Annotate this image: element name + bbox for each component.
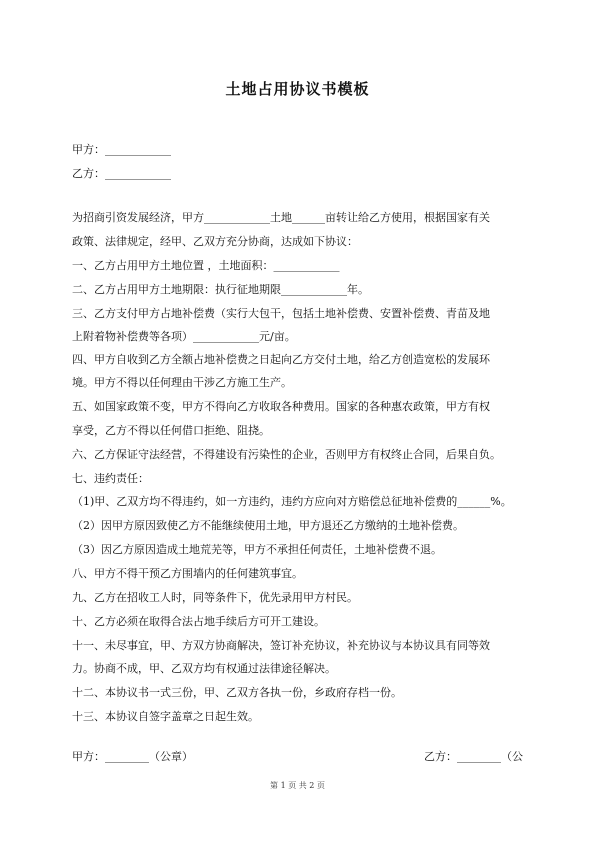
page-number: 第 1 页 共 2 页 [270, 781, 325, 790]
party-b-line: 乙方：____________ [72, 167, 171, 180]
clause-11-cont: 力。协商不成，甲、乙双方均有权通过法律途径解决。 [72, 662, 336, 675]
clause-4-cont: 境。甲方不得以任何理由干涉乙方施工生产。 [72, 376, 292, 389]
clause-9: 九、乙方在招收工人时，同等条件下，优先录用甲方村民。 [72, 591, 358, 604]
clause-7: 七、违约责任： [72, 472, 149, 485]
clause-3: 三、乙方支付甲方占地补偿费（实行大包干，包括土地补偿费、安置补偿费、青苗及地 [72, 307, 490, 320]
clause-5: 五、如国家政策不变，甲方不得向乙方收取各种费用。国家的各种惠农政策，甲方有权 [72, 400, 490, 413]
clause-5-cont: 享受，乙方不得以任何借口拒绝、阻挠。 [72, 424, 270, 437]
clause-13: 十三、本协议自签字盖章之日起生效。 [72, 710, 259, 723]
clause-8: 八、甲方不得干预乙方围墙内的任何建筑事宜。 [72, 567, 303, 580]
signature-party-a: 甲方：________（公章） [72, 750, 193, 763]
clause-7-3: （3）因乙方原因造成土地荒芜等，甲方不承担任何责任，土地补偿费不退。 [72, 543, 442, 556]
clause-7-2: （2）因甲方原因致使乙方不能继续使用土地，甲方退还乙方缴纳的土地补偿费。 [72, 519, 464, 532]
clause-2: 二、乙方占用甲方土地期限：执行征地期限____________年。 [72, 283, 369, 296]
paragraph-line: 政策、法律规定，经甲、乙双方充分协商，达成如下协议： [72, 235, 358, 248]
clause-4: 四、甲方自收到乙方全额占地补偿费之日起向乙方交付土地，给乙方创造宽松的发展环 [72, 353, 490, 366]
clause-1: 一、乙方占用甲方土地位置 ，土地面积：____________ [72, 259, 340, 272]
paragraph-line: 为招商引资发展经济，甲方____________土地______亩转让给乙方使用，根据国家有关 [72, 211, 490, 224]
clause-7-1: （1)甲、乙双方均不得违约，如一方违约，违约方应向对方赔偿总征地补偿费的______%。 [72, 495, 512, 508]
clause-6: 六、乙方保证守法经营，不得建设有污染性的企业，否则甲方有权终止合同，后果自负。 [72, 448, 501, 461]
clause-10: 十、乙方必须在取得合法占地手续后方可开工建设。 [72, 615, 325, 628]
clause-11: 十一、未尽事宜，甲、方双方协商解决，签订补充协议，补充协议与本协议具有同等效 [72, 639, 490, 652]
signature-party-b: 乙方：________（公 [424, 750, 523, 763]
party-a-line: 甲方：____________ [72, 143, 171, 156]
clause-3-cont: 上附着物补偿费等各项）____________元/亩。 [72, 330, 296, 343]
document-title: 土地占用协议书模板 [225, 80, 370, 98]
clause-12: 十二、本协议书一式三份，甲、乙双方各执一份，乡政府存档一份。 [72, 686, 402, 699]
